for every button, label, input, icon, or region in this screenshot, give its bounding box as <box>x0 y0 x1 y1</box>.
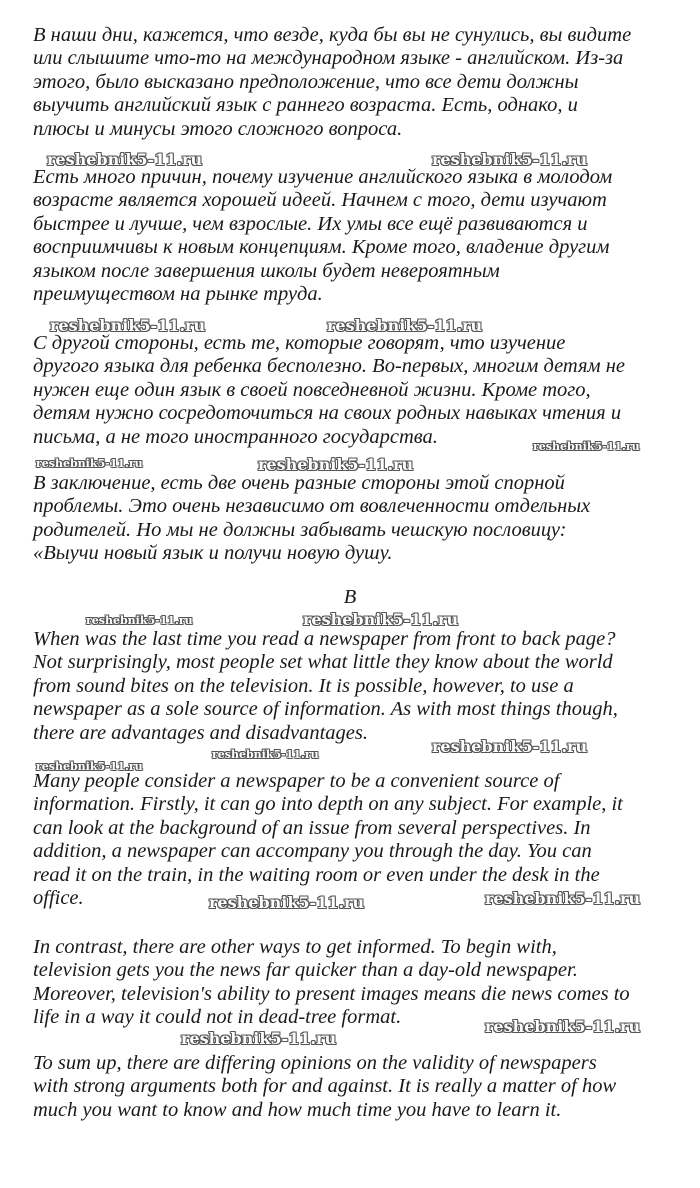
ru-paragraph-3 <box>33 332 673 449</box>
text-line: office. <box>33 887 84 910</box>
text-line: быстрее и лучше, чем взрослые. Их умы все ещё развиваются и <box>33 212 588 235</box>
text-line: there are advantages and disadvantages. <box>33 721 368 744</box>
text-line: письма, а не того иностранного государства. <box>33 425 438 448</box>
text-line: В наши дни, кажется, что везде, куда бы вы не сунулись, вы видите <box>33 24 632 46</box>
text-line: addition, a newspaper can accompany you through the day. You can <box>33 840 592 863</box>
watermark: reshebnik5-11.ru <box>485 889 641 908</box>
en-paragraph-4 <box>33 1052 673 1122</box>
text-line: восприимчивы к новым концепциям. Кроме того, владение другим <box>33 236 610 259</box>
watermark: reshebnik5-11.ru <box>212 748 319 761</box>
text-line: with strong arguments both for and against. It is really a matter of how <box>33 1075 617 1098</box>
ru-paragraph-2 <box>33 166 673 306</box>
text-line: information. Firstly, it can go into depth on any subject. For example, it <box>33 793 623 816</box>
text-line: Moreover, television's ability to present images means die news comes to <box>33 982 630 1005</box>
text-line: другого языка для ребенка бесполезно. Во-первых, многим детям не <box>33 355 625 378</box>
text-line: этого, было высказано предположение, что все дети должны <box>33 70 579 93</box>
text-line: С другой стороны, есть те, которые говорят, что изучение <box>33 332 566 354</box>
en-paragraph-1 <box>33 628 673 745</box>
text-line: языком после завершения школы будет невероятным <box>33 259 500 282</box>
text-line: To sum up, there are differing opinions on the validity of newspapers <box>33 1052 597 1074</box>
text-line: детям нужно сосредоточиться на своих родных навыках чтения и <box>33 402 622 425</box>
text-line: преимуществом на рынке труда. <box>33 283 323 306</box>
text-line: плюсы и минусы этого сложного вопроса. <box>33 117 403 140</box>
watermark: reshebnik5-11.ru <box>36 760 143 773</box>
watermark: reshebnik5-11.ru <box>47 150 203 169</box>
text-line: или слышите что-то на международном языке - английском. Из-за <box>33 47 624 70</box>
text-line: проблемы. Это очень независимо от вовлеченности отдельных <box>33 495 591 518</box>
watermark: reshebnik5-11.ru <box>327 316 483 335</box>
watermark: reshebnik5-11.ru <box>432 737 588 756</box>
watermark: reshebnik5-11.ru <box>533 440 640 453</box>
watermark: reshebnik5-11.ru <box>181 1029 337 1048</box>
text-line: возрасте является хорошей идеей. Начнем с того, дети изучают <box>33 189 607 212</box>
watermark: reshebnik5-11.ru <box>86 614 193 627</box>
watermark: reshebnik5-11.ru <box>432 150 588 169</box>
text-line: television gets you the news far quicker than a day-old newspaper. <box>33 959 578 982</box>
watermark: reshebnik5-11.ru <box>209 893 365 912</box>
text-line: In contrast, there are other ways to get informed. To begin with, <box>33 936 557 958</box>
text-line: life in a way it could not in dead-tree format. <box>33 1006 402 1029</box>
watermark: reshebnik5-11.ru <box>303 610 459 629</box>
ru-paragraph-4 <box>33 472 673 566</box>
text-line: When was the last time you read a newspaper from front to back page? <box>33 628 616 650</box>
watermark: reshebnik5-11.ru <box>258 455 414 474</box>
text-line: выучить английский язык с раннего возраста. Есть, однако, и <box>33 94 578 117</box>
watermark: reshebnik5-11.ru <box>36 457 143 470</box>
section-heading: B <box>343 586 357 608</box>
text-line: read it on the train, in the waiting room or even under the desk in the <box>33 863 600 886</box>
text-line: нужен еще один язык в своей повседневной жизни. Кроме того, <box>33 378 591 401</box>
text-line: can look at the background of an issue from several perspectives. In <box>33 816 591 839</box>
text-line: Есть много причин, почему изучение английского языка в молодом <box>33 166 613 188</box>
text-line: «Выучи новый язык и получи новую душу. <box>33 542 393 565</box>
text-line: Many people consider a newspaper to be a convenient source of <box>33 770 560 792</box>
text-line: Not surprisingly, most people set what little they know about the world <box>33 651 613 674</box>
text-line: newspaper as a sole source of information. As with most things though, <box>33 698 618 721</box>
en-paragraph-3 <box>33 936 673 1030</box>
text-line: much you want to know and how much time you have to learn it. <box>33 1098 562 1121</box>
text-line: родителей. Но мы не должны забывать чешскую пословицу: <box>33 518 567 541</box>
watermark: reshebnik5-11.ru <box>485 1017 641 1036</box>
text-line: from sound bites on the television. It is possible, however, to use a <box>33 674 574 697</box>
ru-paragraph-1 <box>33 24 673 141</box>
watermark: reshebnik5-11.ru <box>50 316 206 335</box>
text-line: В заключение, есть две очень разные стороны этой спорной <box>33 472 565 494</box>
